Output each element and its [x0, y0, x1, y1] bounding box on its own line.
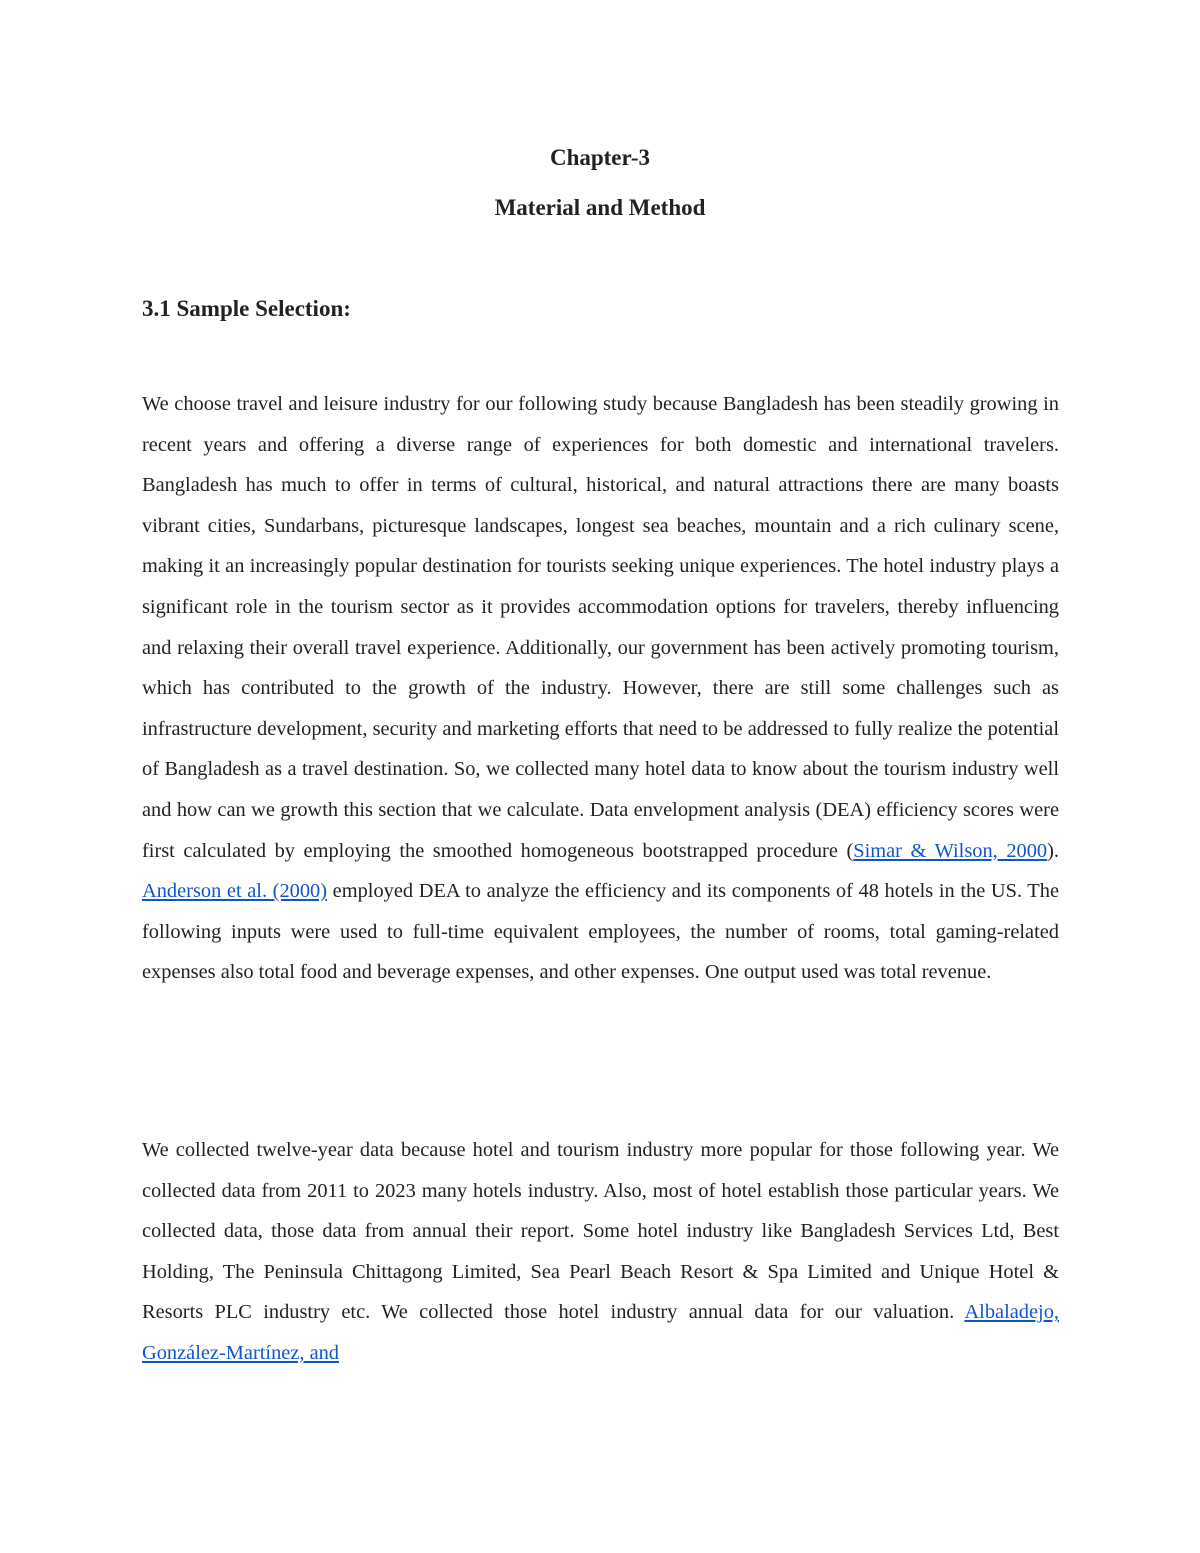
paragraph-sample-selection [142, 384, 1059, 993]
section-heading: 3.1 Sample Selection: [142, 296, 351, 321]
paragraph-text: employed DEA to analyze the efficiency and its components of 48 hotels in the US. The following inputs were used to full-time equivalent employees, the number of rooms, total gaming-related expenses also total food and beverage expenses, and other expenses. One output used was total revenue. [142, 880, 1060, 984]
chapter-title: Chapter-3 [549, 145, 651, 170]
paragraph-data-collection [142, 1130, 1059, 1374]
citation-link-albaladejo[interactable]: Albaladejo, González-Martínez, and [142, 1301, 1059, 1364]
chapter-subtitle: Material and Method [494, 195, 706, 220]
citation-link-anderson[interactable]: Anderson et al. (2000) [142, 880, 328, 903]
paragraph-text: We collected twelve-year data because hotel and tourism industry more popular for those following year. We collected data from 2011 to 2023 many hotels industry. Also, most of hotel establish those particular years. We collected data, those data from annual their report. Some hotel industry like Bangladesh Services Ltd, Best Holding, The Peninsula Chittagong Limited, Sea Pearl Beach Resort & Spa Limited and Unique Hotel & Resorts PLC industry etc. We collected those hotel industry annual data for our valuation. [142, 1139, 1059, 1324]
paragraph-text: We choose travel and leisure industry for our following study because Bangladesh has been steadily growing in recent years and offering a diverse range of experiences for both domestic and international travelers. Bangladesh has much to offer in terms of cultural, historical, and natural attractions there are many boasts vibrant cities, Sundarbans, picturesque landscapes, longest sea beaches, mountain and a rich culinary scene, making it an increasingly popular destination for tourists seeking unique experiences. The hotel industry plays a significant role in the tourism sector as it provides accommodation options for travelers, thereby influencing and relaxing their overall travel experience. Additionally, our government has been actively promoting tourism, which has contributed to the growth of the industry. However, there are still some challenges such as infrastructure development, security and marketing efforts that need to be addressed to fully realize the potential of Bangladesh as a travel destination. So, we collected many hotel data to know about the tourism industry well and how can we growth this section that we calculate. Data envelopment analysis (DEA) efficiency scores were first calculated by employing the smoothed homogeneous bootstrapped procedure ( [142, 393, 1059, 862]
citation-link-simar-wilson[interactable]: Simar & Wilson, 2000 [853, 839, 1048, 862]
paragraph-text: ). [1047, 839, 1059, 862]
